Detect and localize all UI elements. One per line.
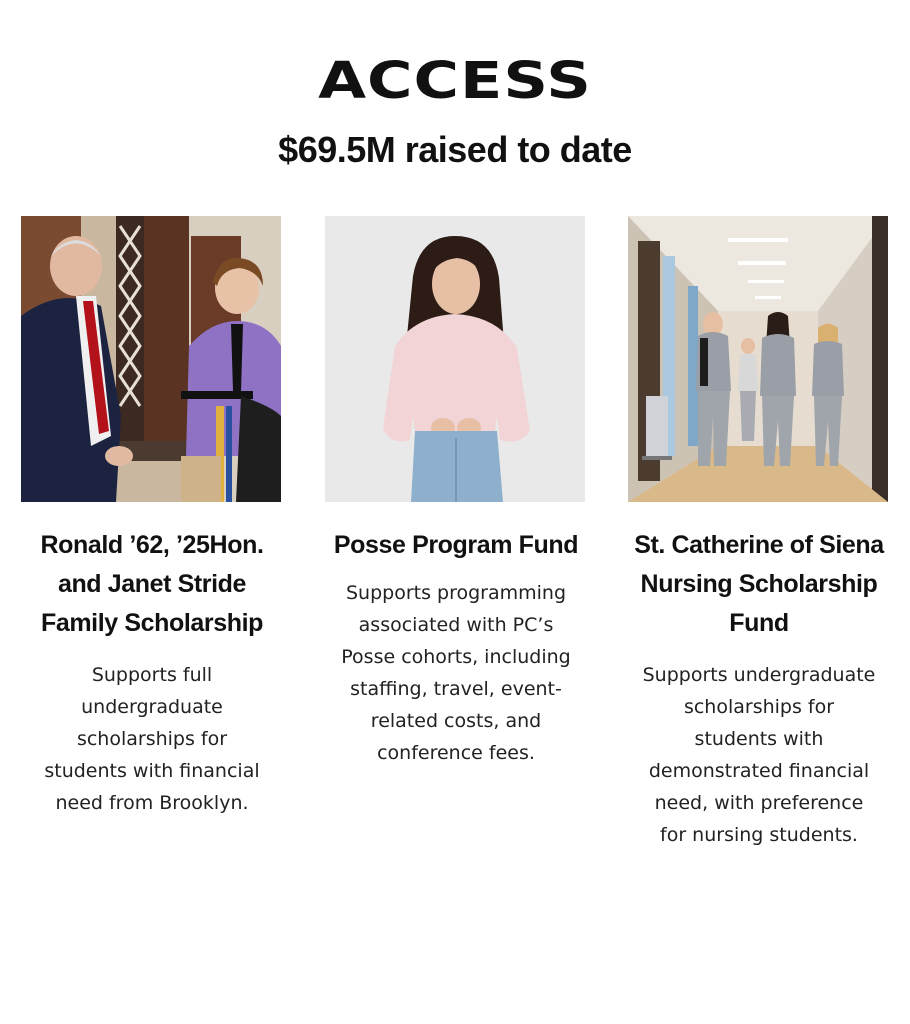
card-description: Supports undergraduate scholarships for students with demonstrated financial need, with preference for nursing students. [642, 664, 876, 846]
card-description: Supports full undergraduate scholarships for students with financial need from Brooklyn. [44, 664, 260, 814]
photo-student-portrait [325, 216, 585, 502]
photo-two-men-talking [21, 216, 281, 502]
section-heading: ACCESS [318, 50, 592, 111]
photo-nursing-students-hallway [628, 216, 888, 502]
scholarship-card-posse [325, 216, 587, 769]
card-title: St. Catherine of Siena Nursing Scholarship Fund [634, 531, 884, 637]
card-description: Supports programming associated with PC’s Posse cohorts, including staffing, travel, event- related costs, and conference fees. [341, 582, 571, 764]
amount-raised: $69.5M raised to date [278, 129, 632, 170]
card-title: Posse Program Fund [333, 531, 579, 559]
card-title: Ronald ’62, ’25Hon. and Janet Stride Family Scholarship [40, 531, 264, 637]
scholarship-card-stride [21, 216, 283, 819]
scholarship-card-nursing [628, 216, 890, 851]
